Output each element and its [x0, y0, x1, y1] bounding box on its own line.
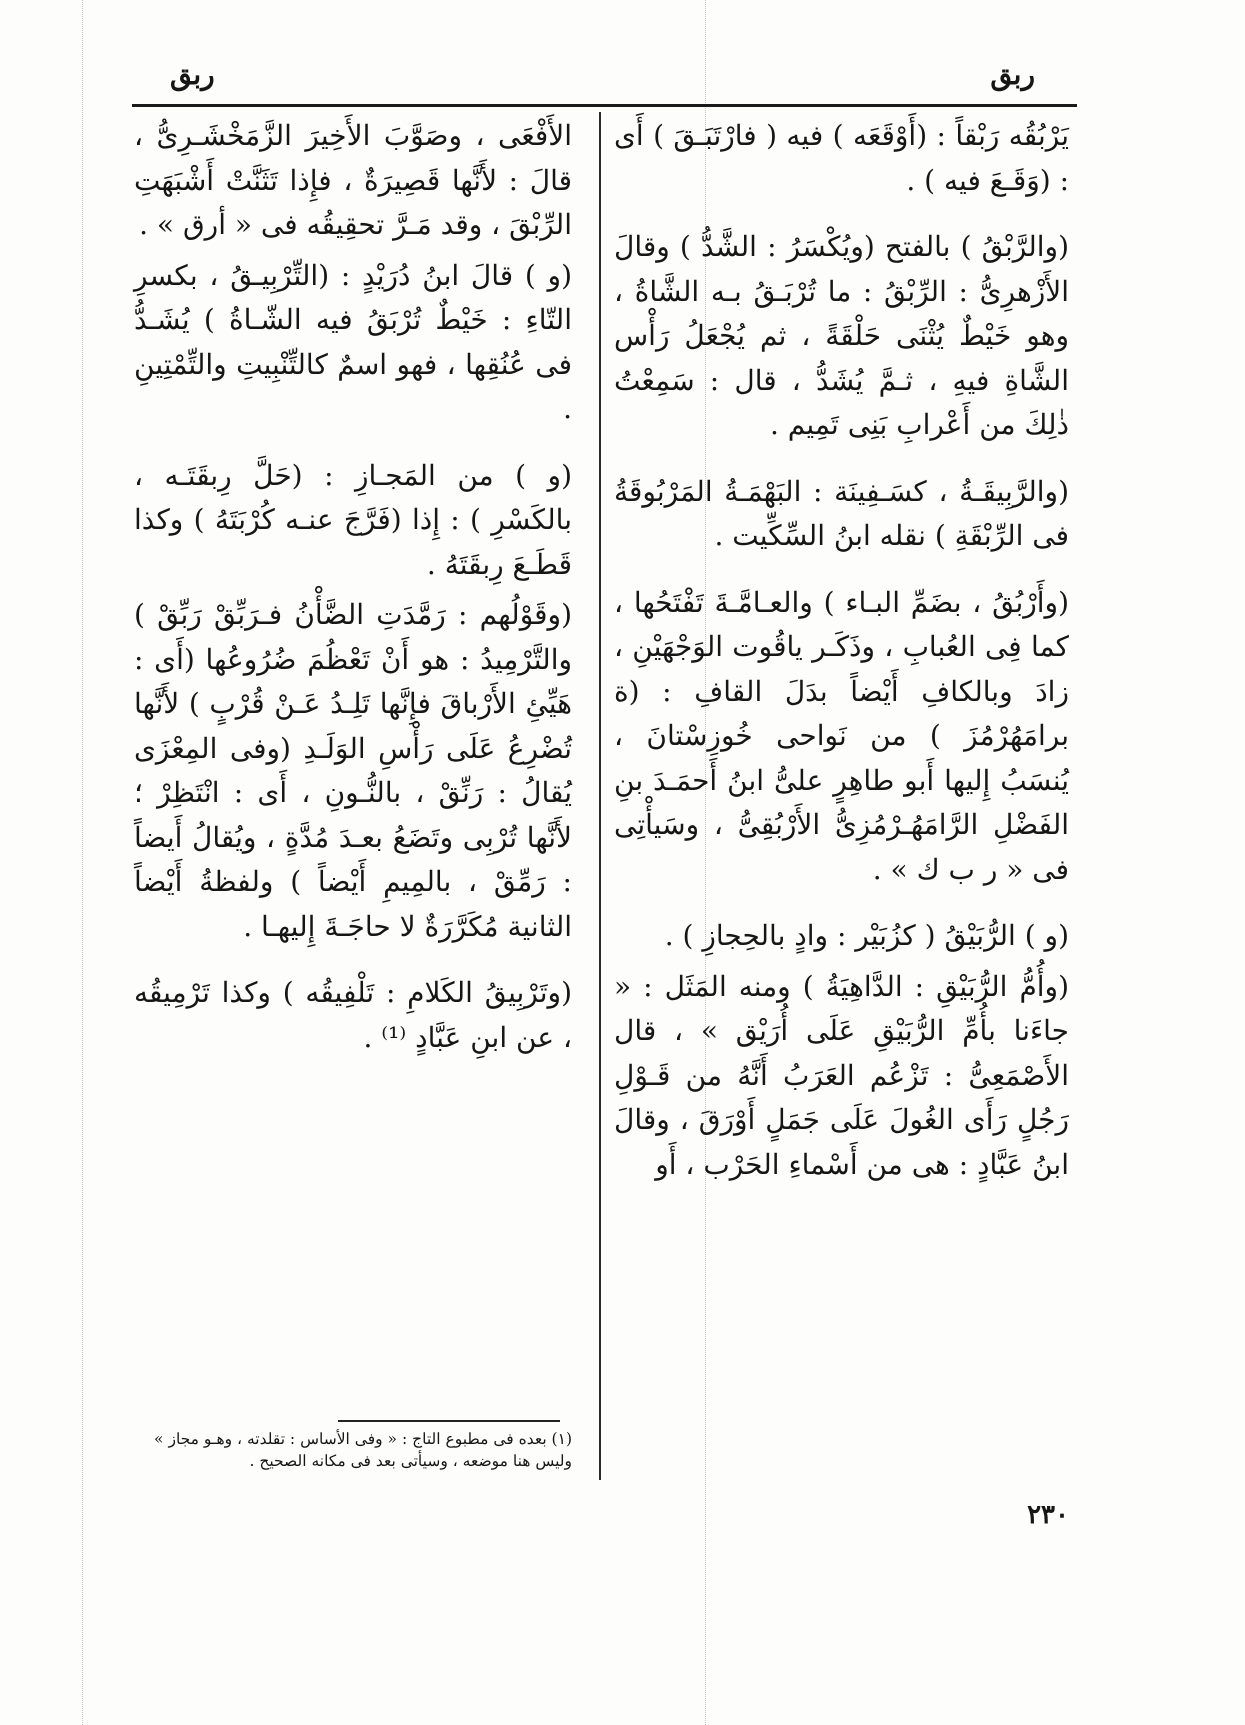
entry-paragraph: يَرْبُقُه رَبْقاً : (أَوْقَعَه ) فيه ( فارْتَبَـقَ ) أَى : (وَقَـعَ فيه ) . — [614, 119, 1069, 197]
header-rule — [132, 104, 1077, 107]
left-column — [134, 114, 572, 1082]
entry-paragraph: (وأَرْبُقُ ، بضَمِّ البـاء ) والعـامَّـةَ تَفْتَحُها ، كما فِى العُبابِ ، وذَكَـر ياقُوت الوَجْهَيْنِ ، زادَ وبالكافِ أَيْضاً بدَلَ القافِ : (ة برامَهُرْمُزَ ) من نَواحى خُوزِسْتانَ ، يُنسَبُ إِليها أَبو طاهِرٍ علىُّ ابنُ أَحمَـدَ بنِ الفَضْلِ الرَّامَهُـرْمُزِىُّ الأَرْبُقِىُّ ، وسَيأْتِى فى « ر ب ك » . — [614, 585, 1069, 886]
running-head-left: ربق — [170, 58, 215, 91]
entry-paragraph: (و ) من المَجـازِ : (حَلَّ رِبقَتَـه ، بالكَسْرِ ) : إِذا (فَرَّجَ عنـه كُرْبَتَهُ ) وكذا قَطَـعَ رِبقَتَهُ . — [134, 458, 572, 581]
scan-artifact-line — [82, 0, 83, 1725]
entry-paragraph: (وقَوْلُهم : رَمَّدَتِ الضَّأْنُ فـرَبِّقْ رَبِّقْ ) والتَّرْمِيدُ : هو أَنْ تَعْظُمَ ضُرُوعُها (أَى : هَيِّئِ الأَرْباقَ فإِنَّها تَلِـدُ عَـنْ قُرْبٍ ) لأَنَّها تُضْرِعُ عَلَى رَأْسِ الوَلَـدِ (وفى المِعْزَى يُقالُ : رَنِّقْ ، بالنُّـونِ ، أَى : انْتَظِرْ ؛ لأَنَّها تُرْبِى وتَضَعُ بعـدَ مُدَّةٍ ، ويُقالُ أَيضاً : رَمِّقْ ، بالمِيمِ أَيْضاً ) ولفظةُ أَيْضاً الثانية مُكَرَّرَةٌ لا حاجَـةَ إِليهـا . — [134, 598, 572, 943]
entry-paragraph: (و ) قالَ ابنُ دُرَيْدٍ : (التِّرْبِيـقُ ، بكسرِ التّاءِ : خَيْطٌ تُرْبَقُ فيه الشّـاةُ ) يُشَـدُّ فى عُنُقِها ، فهو اسمٌ كالتِّنْبِيتِ والتِّمْتِينِ . — [134, 258, 572, 425]
column-divider — [599, 112, 601, 1480]
footnote-rule — [338, 1420, 560, 1422]
entry-paragraph: (وأُمُّ الرُّبَيْقِ : الدَّاهِيَةُ ) ومنه المَثَل : « جاءَنا بأُمِّ الرُّبَيْقِ عَلَى أُرَيْق » ، قال الأَصْمَعِىُّ : تَزْعُم العَرَبُ أَنَّهُ من قَـوْلِ رَجُلٍ رَأَى الغُولَ عَلَى جَمَلٍ أَوْرَقَ ، وقالَ ابنُ عَبَّادٍ : هى من أَسْماءِ الحَرْب ، أَو — [614, 969, 1069, 1181]
running-head-right: ربق — [990, 58, 1035, 91]
entry-paragraph: (والرَّبْقُ ) بالفتح (ويُكْسَرُ : الشَّدُّ ) وقالَ الأَزْهرِىُّ : الرِّبْقُ : ما تُرْبَـقُ بـه الشَّاةُ ، وهو خَيْطٌ يُثْنَى حَلْقَةً ، ثم يُجْعَلُ رَأْس الشَّاةِ فيهِ ، ثـمَّ يُشَدُّ ، قال : سَمِعْتُ ذٰلِكَ من أَعْرابِ بَنِى تَمِيم . — [614, 230, 1069, 441]
entry-paragraph: (و ) الرُّبَيْقُ ( كزُبَيْر : وادٍ بالحِجازِ ) . — [664, 919, 1069, 952]
entry-paragraph: (والرَّبِيقَـةُ ، كسَـفِينَة : البَهْمَـةُ المَرْبُوقَةُ فى الرِّبْقَةِ ) نقله ابنُ السِّكِّيت . — [614, 474, 1069, 552]
entry-paragraph: الأَفْعَى ، وصَوَّبَ الأَخِيرَ الزَّمَخْشَـرِىُّ ، قالَ : لأَنَّها قَصِيرَةٌ ، فإِذا تَثَنَّتْ أَشْبَهَتِ الرِّبْقَ ، وقد مَـرَّ تحقِيقُه فى « أرق » . — [134, 119, 572, 241]
right-column — [614, 114, 1069, 1209]
footnote: (١) بعده فى مطبوع التاج : « وفى الأساس : تقلدته ، وهـو مجاز » وليس هنا موضعه ، وسيأتى بعد فى مكانه الصحيح . — [154, 1430, 572, 1470]
page-number: ٢٣٠ — [1027, 1500, 1069, 1530]
entry-paragraph: (وتَرْبِيقُ الكَلامِ : تَلْفِيقُه ) وكذا تَرْمِيقُه ، عن ابنِ عَبَّادٍ ⁽¹⁾ . — [134, 976, 572, 1054]
